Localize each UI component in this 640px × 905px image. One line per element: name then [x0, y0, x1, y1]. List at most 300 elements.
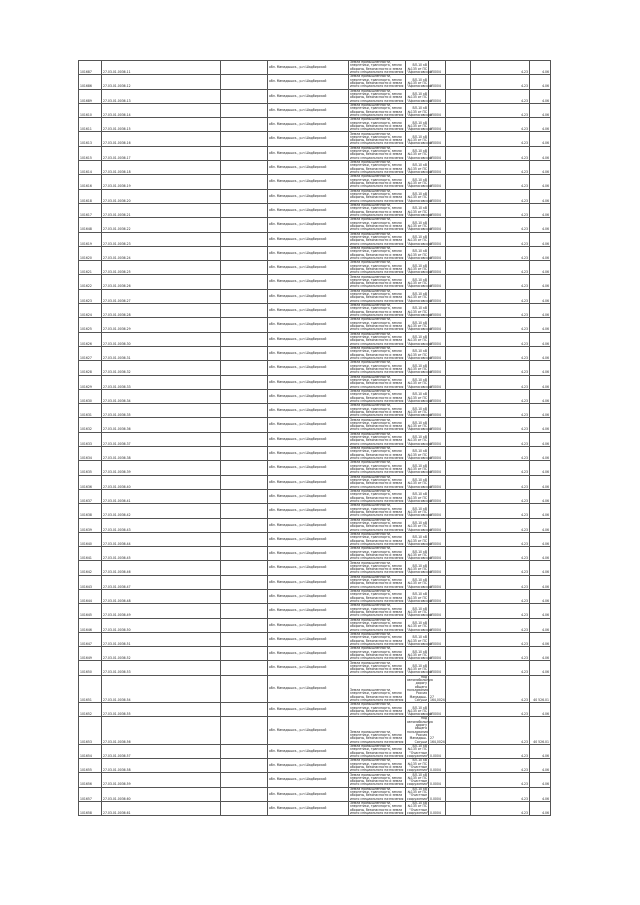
row-col8	[446, 132, 471, 146]
table-row	[79, 647, 551, 661]
row-category: Земли промышленности, энергетики, транспорта, земли обороны, безопасности и земли иного специального назначения	[349, 532, 406, 546]
row-id: 101621	[79, 261, 102, 275]
row-area: 0.0004	[429, 418, 446, 432]
row-area: 0.0004	[429, 232, 446, 246]
row-category: Земли промышленности, энергетики, транспорта, земли обороны, безопасности и земли иного специального назначения	[349, 332, 406, 346]
row-owner: обл. Мамадышск., р-н Шадбирский	[268, 475, 349, 489]
row-id: 101616	[79, 175, 102, 189]
table-row	[79, 175, 551, 189]
table-row	[79, 232, 551, 246]
row-id: 101638	[79, 504, 102, 518]
row-spacer	[221, 773, 268, 787]
row-result: 4.06	[530, 561, 551, 575]
row-use: под автомобильную дорогу общего пользования Россия Мамадыш-Сосуши	[407, 716, 433, 744]
row-category: Земли промышленности, энергетики, транспорта, земли обороны, безопасности и земли иного специального назначения	[349, 604, 406, 618]
row-value: 4.23	[471, 418, 530, 432]
row-area: 27 164,0024	[429, 675, 446, 702]
row-owner: обл. Мамадышск., р-н Шадбирский	[268, 532, 349, 546]
row-owner: обл. Мамадышск., р-н Шадбирский	[268, 589, 349, 603]
row-spacer	[221, 532, 268, 546]
row-id: 101628	[79, 361, 102, 375]
table-row	[79, 759, 551, 773]
row-spacer	[221, 175, 268, 189]
row-value: 4.23	[471, 787, 530, 801]
row-code: 27.03.01.0036.60	[102, 787, 221, 801]
row-category: Земли промышленности, энергетики, транспорта, земли обороны, безопасности и земли иного специального назначения	[349, 744, 406, 758]
row-id: 101618	[79, 189, 102, 203]
row-result: 4.06	[530, 661, 551, 675]
row-col8	[446, 618, 471, 632]
row-area: 0.0004	[429, 246, 446, 260]
row-owner: обл. Мамадышск., р-н Шадбирский	[268, 232, 349, 246]
row-use: ВЛ-10 кВ №135 от ПС "Афанасовская"	[406, 375, 429, 389]
row-result: 4.06	[530, 175, 551, 189]
row-result: 4.06	[530, 103, 551, 117]
row-code: 27.03.01.0036.33	[102, 375, 221, 389]
row-value: 4.23	[471, 703, 530, 717]
table-row	[79, 246, 551, 260]
row-value: 4.23	[471, 332, 530, 346]
row-code: 27.03.01.0036.52	[102, 647, 221, 661]
row-result: 4.06	[530, 275, 551, 289]
row-owner: обл. Мамадышск., р-н Шадбирский	[268, 561, 349, 575]
row-code: 27.03.01.0036.56	[102, 717, 221, 744]
row-owner: обл. Мамадышск., р-н Шадбирский	[268, 261, 349, 275]
table-row	[79, 332, 551, 346]
row-result: 4.06	[530, 332, 551, 346]
table-row	[79, 461, 551, 475]
row-use: ВЛ-10 кВ №135 от ПС "Афанасовская"	[406, 175, 429, 189]
row-spacer	[221, 232, 268, 246]
row-owner: обл. Мамадышск., р-н Шадбирский	[268, 304, 349, 318]
row-category: Земли промышленности, энергетики, транспорта, земли обороны, безопасности и земли иного специального назначения	[349, 189, 406, 203]
row-spacer	[221, 218, 268, 232]
row-use: ВЛ-10 кВ №135 от ПС "Афанасовская"	[406, 561, 429, 575]
row-result: 4.06	[530, 146, 551, 160]
row-use: ВЛ-10 кВ №135 от ПС "Афанасовская"	[406, 418, 429, 432]
row-category: Земли промышленности, энергетики, транспорта, земли обороны, безопасности и земли иного специального назначения	[349, 318, 406, 332]
row-category: Земли промышленности, энергетики, транспорта, земли обороны, безопасности и земли иного специального назначения	[349, 432, 406, 446]
row-owner: обл. Мамадышск., р-н Шадбирский	[268, 661, 349, 675]
row-col8	[446, 504, 471, 518]
row-owner: обл. Мамадышск., р-н Шадбирский	[268, 103, 349, 117]
row-result: 4.06	[530, 89, 551, 103]
table-row	[79, 703, 551, 717]
row-value: 4.23	[471, 189, 530, 203]
row-area: 0.0004	[429, 744, 446, 758]
row-use: ВЛ-10 кВ №135 от ПС "Афанасовская"	[406, 232, 429, 246]
row-area: 0.0004	[429, 189, 446, 203]
row-col8	[446, 489, 471, 503]
row-category: Земли промышленности, энергетики, транспорта, земли обороны, безопасности и земли иного специального назначения	[349, 218, 406, 232]
table-row	[79, 346, 551, 360]
row-result: 4.06	[530, 518, 551, 532]
row-owner: обл. Мамадышск., р-н Шадбирский	[268, 759, 349, 773]
row-result: 4.06	[530, 404, 551, 418]
row-owner: обл. Мамадышск., р-н Шадбирский	[268, 275, 349, 289]
row-col8	[446, 146, 471, 160]
row-use: ВЛ-10 кВ №135 от ПС "Афанасовская"	[406, 632, 429, 646]
row-result: 4.06	[530, 61, 551, 75]
row-category: Земли промышленности, энергетики, транспорта, земли обороны, безопасности и земли иного специального назначения	[349, 118, 406, 132]
row-value: 4.23	[471, 717, 530, 744]
row-code: 27.03.01.0036.36	[102, 418, 221, 432]
row-area: 0.0004	[429, 787, 446, 801]
row-area: 0.0004	[429, 703, 446, 717]
data-table	[78, 60, 551, 816]
row-area: 0.0004	[429, 504, 446, 518]
row-use: ВЛ-10 кВ №135 от ПС "Афанасовская"	[406, 518, 429, 532]
row-id: 101651	[79, 675, 102, 702]
row-id: 101627	[79, 346, 102, 360]
table-row	[79, 75, 551, 89]
row-col8	[446, 375, 471, 389]
row-value: 4.23	[471, 618, 530, 632]
row-category: Земли промышленности, энергетики, транспорта, земли обороны, безопасности и земли иного специального назначения	[349, 703, 406, 717]
row-value: 4.23	[471, 404, 530, 418]
row-use: ВЛ-10 кВ №135 от ПС "Афанасовская"	[406, 589, 429, 603]
row-result: 4.06	[530, 289, 551, 303]
row-use: ВЛ-10 кВ №135 от ПС "Афанасовская"	[406, 304, 429, 318]
row-col8	[446, 759, 471, 773]
row-area: 0.0004	[429, 561, 446, 575]
row-owner: обл. Мамадышск., р-н Шадбирский	[268, 461, 349, 475]
row-owner: обл. Мамадышск., р-н Шадбирский	[268, 773, 349, 787]
row-id: 101658	[79, 802, 102, 816]
row-owner: обл. Мамадышск., р-н Шадбирский	[268, 547, 349, 561]
row-spacer	[221, 89, 268, 103]
row-value: 4.23	[471, 361, 530, 375]
row-category: Земли промышленности, энергетики, транспорта, земли обороны, безопасности и земли иного специального назначения	[349, 375, 406, 389]
row-area: 0.0004	[429, 575, 446, 589]
row-area: 0.0004	[429, 661, 446, 675]
row-col8	[446, 289, 471, 303]
row-id: 101653	[79, 717, 102, 744]
row-category: Земли промышленности, энергетики, транспорта, земли обороны, безопасности и земли иного специального назначения	[349, 589, 406, 603]
row-code: 27.03.01.0036.47	[102, 575, 221, 589]
row-id: 101630	[79, 389, 102, 403]
row-category: Земли промышленности, энергетики, транспорта, земли обороны, безопасности и земли иного специального назначения	[349, 103, 406, 117]
row-category: Земли промышленности, энергетики, транспорта, земли обороны, безопасности и земли иного специального назначения	[349, 132, 406, 146]
row-category: Земли промышленности, энергетики, транспорта, земли обороны, безопасности и земли иного специального назначения	[349, 518, 406, 532]
row-value: 4.23	[471, 604, 530, 618]
row-category: Земли промышленности, энергетики, транспорта, земли обороны, безопасности и земли иного специального назначения	[349, 289, 406, 303]
row-value: 4.23	[471, 275, 530, 289]
row-spacer	[221, 275, 268, 289]
row-value: 4.23	[471, 547, 530, 561]
row-area: 0.0004	[429, 647, 446, 661]
row-category: Земли промышленности, энергетики, транспорта, земли обороны, безопасности и земли иного специального назначения	[349, 404, 406, 418]
table-row	[79, 389, 551, 403]
row-code: 27.03.01.0036.23	[102, 232, 221, 246]
row-spacer	[221, 189, 268, 203]
row-code: 27.03.01.0036.45	[102, 547, 221, 561]
row-id: 101636	[79, 475, 102, 489]
row-code: 27.03.01.0036.49	[102, 604, 221, 618]
row-result: 4.06	[530, 744, 551, 758]
row-area: 0.0004	[429, 332, 446, 346]
row-result: 4.06	[530, 189, 551, 203]
row-spacer	[221, 361, 268, 375]
row-id: 101620	[79, 246, 102, 260]
row-id: 101635	[79, 461, 102, 475]
row-value: 4.23	[471, 232, 530, 246]
row-spacer	[221, 744, 268, 758]
row-id: 101640	[79, 532, 102, 546]
row-use: ВЛ-10 кВ №135 от ПС "Очистные сооружения"	[407, 758, 429, 773]
table-row	[79, 475, 551, 489]
row-result: 4.06	[530, 318, 551, 332]
row-category: Земли промышленности, энергетики, транспорта, земли обороны, безопасности и земли иного специального назначения	[349, 647, 406, 661]
row-result: 4.06	[530, 75, 551, 89]
row-result: 4.06	[530, 261, 551, 275]
row-owner: обл. Мамадышск., р-н Шадбирский	[268, 318, 349, 332]
table-row	[79, 132, 551, 146]
row-result: 4.06	[530, 132, 551, 146]
row-result: 4.06	[530, 647, 551, 661]
row-owner: обл. Мамадышск., р-н Шадбирский	[268, 504, 349, 518]
row-result: 4.06	[530, 161, 551, 175]
row-code: 27.03.01.0036.44	[102, 532, 221, 546]
table-row	[79, 432, 551, 446]
row-result: 4.06	[530, 432, 551, 446]
row-result: 4.06	[530, 604, 551, 618]
row-col8	[446, 218, 471, 232]
table-row	[79, 787, 551, 801]
row-code: 27.03.01.0036.31	[102, 346, 221, 360]
row-value: 4.23	[471, 489, 530, 503]
row-use: ВЛ-10 кВ №135 от ПС "Афанасовская"	[406, 61, 429, 75]
row-col8	[446, 246, 471, 260]
row-area: 27 164,0024	[429, 717, 446, 744]
row-category: Земли промышленности, энергетики, транспорта, земли обороны, безопасности и земли иного специального назначения	[349, 261, 406, 275]
row-id: 101622	[79, 275, 102, 289]
row-result: 4.06	[530, 475, 551, 489]
row-code: 27.03.01.0036.15	[102, 118, 221, 132]
row-use: ВЛ-10 кВ №135 от ПС "Афанасовская"	[406, 432, 429, 446]
row-value: 4.23	[471, 647, 530, 661]
row-spacer	[221, 75, 268, 89]
row-area: 0.0004	[429, 532, 446, 546]
row-code: 27.03.01.0036.19	[102, 175, 221, 189]
row-col8	[446, 103, 471, 117]
row-value: 4.23	[471, 759, 530, 773]
row-result: 4.06	[530, 218, 551, 232]
table-row	[79, 547, 551, 561]
table-row	[79, 261, 551, 275]
row-owner: обл. Мамадышск., р-н Шадбирский	[268, 717, 349, 744]
row-area: 0.0004	[429, 447, 446, 461]
row-result: 4.06	[530, 787, 551, 801]
row-spacer	[221, 332, 268, 346]
row-area: 0.0004	[429, 89, 446, 103]
table-row	[79, 532, 551, 546]
row-col8	[446, 575, 471, 589]
row-col8	[446, 275, 471, 289]
row-result: 4.06	[530, 203, 551, 217]
row-result: 4.06	[530, 118, 551, 132]
row-code: 27.03.01.0036.21	[102, 203, 221, 217]
row-code: 27.03.01.0036.24	[102, 246, 221, 260]
row-owner: обл. Мамадышск., р-н Шадбирский	[268, 161, 349, 175]
row-spacer	[221, 246, 268, 260]
row-col8	[446, 346, 471, 360]
row-owner: обл. Мамадышск., р-н Шадбирский	[268, 61, 349, 75]
row-spacer	[221, 475, 268, 489]
row-use: ВЛ-10 кВ №135 от ПС "Афанасовская"	[406, 346, 429, 360]
table-row	[79, 518, 551, 532]
document-sheet	[78, 60, 549, 816]
table-row	[79, 161, 551, 175]
row-value: 4.23	[471, 661, 530, 675]
table-row	[79, 773, 551, 787]
row-area: 0.0004	[429, 218, 446, 232]
row-value: 4.23	[471, 346, 530, 360]
row-col8	[446, 161, 471, 175]
row-owner: обл. Мамадышск., р-н Шадбирский	[268, 375, 349, 389]
row-col8	[446, 604, 471, 618]
row-use: ВЛ-10 кВ №135 от ПС "Афанасовская"	[406, 389, 429, 403]
row-area: 0.0004	[429, 361, 446, 375]
row-use: ВЛ-10 кВ №135 от ПС "Афанасовская"	[406, 118, 429, 132]
row-owner: обл. Мамадышск., р-н Шадбирский	[268, 89, 349, 103]
row-id: 101646	[79, 618, 102, 632]
row-area: 0.0004	[429, 475, 446, 489]
row-spacer	[221, 389, 268, 403]
row-owner: обл. Мамадышск., р-н Шадбирский	[268, 404, 349, 418]
row-owner: обл. Мамадышск., р-н Шадбирский	[268, 146, 349, 160]
row-category: Земли промышленности, энергетики, транспорта, земли обороны, безопасности и земли иного специального назначения	[349, 89, 406, 103]
row-area: 0.0004	[429, 304, 446, 318]
row-use: ВЛ-10 кВ №135 от ПС "Афанасовская"	[406, 447, 429, 461]
row-code: 27.03.01.0036.55	[102, 703, 221, 717]
row-spacer	[221, 647, 268, 661]
row-col8	[446, 261, 471, 275]
row-id: 101617	[79, 203, 102, 217]
row-col8	[446, 802, 471, 816]
row-use: ВЛ-10 кВ №135 от ПС "Афанасовская"	[406, 75, 429, 89]
row-category: Земли промышленности, энергетики, транспорта, земли обороны, безопасности и земли иного специального назначения	[349, 461, 406, 475]
table-row	[79, 89, 551, 103]
row-code: 27.03.01.0036.41	[102, 489, 221, 503]
row-owner: обл. Мамадышск., р-н Шадбирский	[268, 604, 349, 618]
row-spacer	[221, 561, 268, 575]
row-use: ВЛ-10 кВ №135 от ПС "Афанасовская"	[406, 461, 429, 475]
row-id: 101656	[79, 773, 102, 787]
table-row	[79, 146, 551, 160]
row-col8	[446, 675, 471, 702]
row-area: 0.0004	[429, 404, 446, 418]
row-owner: обл. Мамадышск., р-н Шадбирский	[268, 632, 349, 646]
row-use: ВЛ-10 кВ №135 от ПС "Очистные сооружения"	[407, 786, 429, 801]
row-spacer	[221, 589, 268, 603]
row-category: Земли промышленности, энергетики, транспорта, земли обороны, безопасности и земли иного специального назначения	[349, 787, 406, 801]
row-spacer	[221, 289, 268, 303]
row-spacer	[221, 418, 268, 432]
row-value: 4.23	[471, 75, 530, 89]
row-area: 0.0004	[429, 547, 446, 561]
row-id: 101689	[79, 89, 102, 103]
row-code: 27.03.01.0036.25	[102, 261, 221, 275]
row-result: 4.06	[530, 802, 551, 816]
table-row	[79, 632, 551, 646]
table-row	[79, 318, 551, 332]
row-owner: обл. Мамадышск., р-н Шадбирский	[268, 203, 349, 217]
row-id: 101648	[79, 218, 102, 232]
row-code: 27.03.01.0036.34	[102, 389, 221, 403]
row-category: Земли промышленности, энергетики, транспорта, земли обороны, безопасности и земли иного специального назначения	[349, 802, 406, 816]
row-owner: обл. Мамадышск., р-н Шадбирский	[268, 432, 349, 446]
table-row	[79, 61, 551, 75]
row-col8	[446, 175, 471, 189]
row-result: 4.06	[530, 375, 551, 389]
row-value: 4.23	[471, 118, 530, 132]
row-col8	[446, 589, 471, 603]
row-spacer	[221, 447, 268, 461]
row-use: ВЛ-10 кВ №135 от ПС "Афанасовская"	[406, 161, 429, 175]
row-result: 4.06	[530, 346, 551, 360]
row-use: ВЛ-10 кВ №135 от ПС "Афанасовская"	[406, 489, 429, 503]
row-spacer	[221, 304, 268, 318]
row-result: 4.06	[530, 361, 551, 375]
row-use: ВЛ-10 кВ №135 от ПС "Афанасовская"	[406, 703, 429, 717]
row-id: 101614	[79, 161, 102, 175]
row-result: 4.06	[530, 447, 551, 461]
row-owner: обл. Мамадышск., р-н Шадбирский	[268, 675, 349, 702]
row-code: 27.03.01.0036.18	[102, 161, 221, 175]
row-result: 4.06	[530, 632, 551, 646]
row-category: Земли промышленности, энергетики, транспорта, земли обороны, безопасности и земли иного специального назначения	[349, 275, 406, 289]
row-id: 101652	[79, 703, 102, 717]
row-id: 101645	[79, 604, 102, 618]
row-area: 0.0004	[429, 489, 446, 503]
row-spacer	[221, 318, 268, 332]
row-owner: обл. Мамадышск., р-н Шадбирский	[268, 175, 349, 189]
row-use: ВЛ-10 кВ №135 от ПС "Афанасовская"	[406, 318, 429, 332]
row-result: 4.06	[530, 589, 551, 603]
row-id: 101623	[79, 289, 102, 303]
row-value: 4.23	[471, 261, 530, 275]
row-spacer	[221, 161, 268, 175]
table-row	[79, 604, 551, 618]
table-row	[79, 561, 551, 575]
row-category: Земли промышленности, энергетики, транспорта, земли обороны, безопасности и земли иного специального назначения	[349, 146, 406, 160]
row-owner: обл. Мамадышск., р-н Шадбирский	[268, 575, 349, 589]
row-category: Земли промышленности, энергетики, транспорта, земли обороны, безопасности и земли иного специального назначения	[349, 232, 406, 246]
row-col8	[446, 475, 471, 489]
row-code: 27.03.01.0036.57	[102, 744, 221, 758]
row-value: 4.23	[471, 561, 530, 575]
row-category: Земли промышленности, энергетики, транспорта, земли обороны, безопасности и земли иного специального назначения	[349, 389, 406, 403]
row-area: 0.0004	[429, 75, 446, 89]
row-use: ВЛ-10 кВ №135 от ПС "Афанасовская"	[406, 504, 429, 518]
row-col8	[446, 232, 471, 246]
row-area: 0.0004	[429, 518, 446, 532]
row-id: 101610	[79, 103, 102, 117]
row-code: 27.03.01.0036.42	[102, 504, 221, 518]
row-col8	[446, 361, 471, 375]
row-value: 4.23	[471, 61, 530, 75]
row-area: 0.0004	[429, 132, 446, 146]
row-spacer	[221, 103, 268, 117]
row-value: 4.23	[471, 289, 530, 303]
row-spacer	[221, 118, 268, 132]
row-spacer	[221, 759, 268, 773]
row-category: Земли промышленности, энергетики, транспорта, земли обороны, безопасности и земли иного специального назначения	[349, 203, 406, 217]
row-col8	[446, 89, 471, 103]
row-area: 0.0004	[429, 103, 446, 117]
row-spacer	[221, 132, 268, 146]
